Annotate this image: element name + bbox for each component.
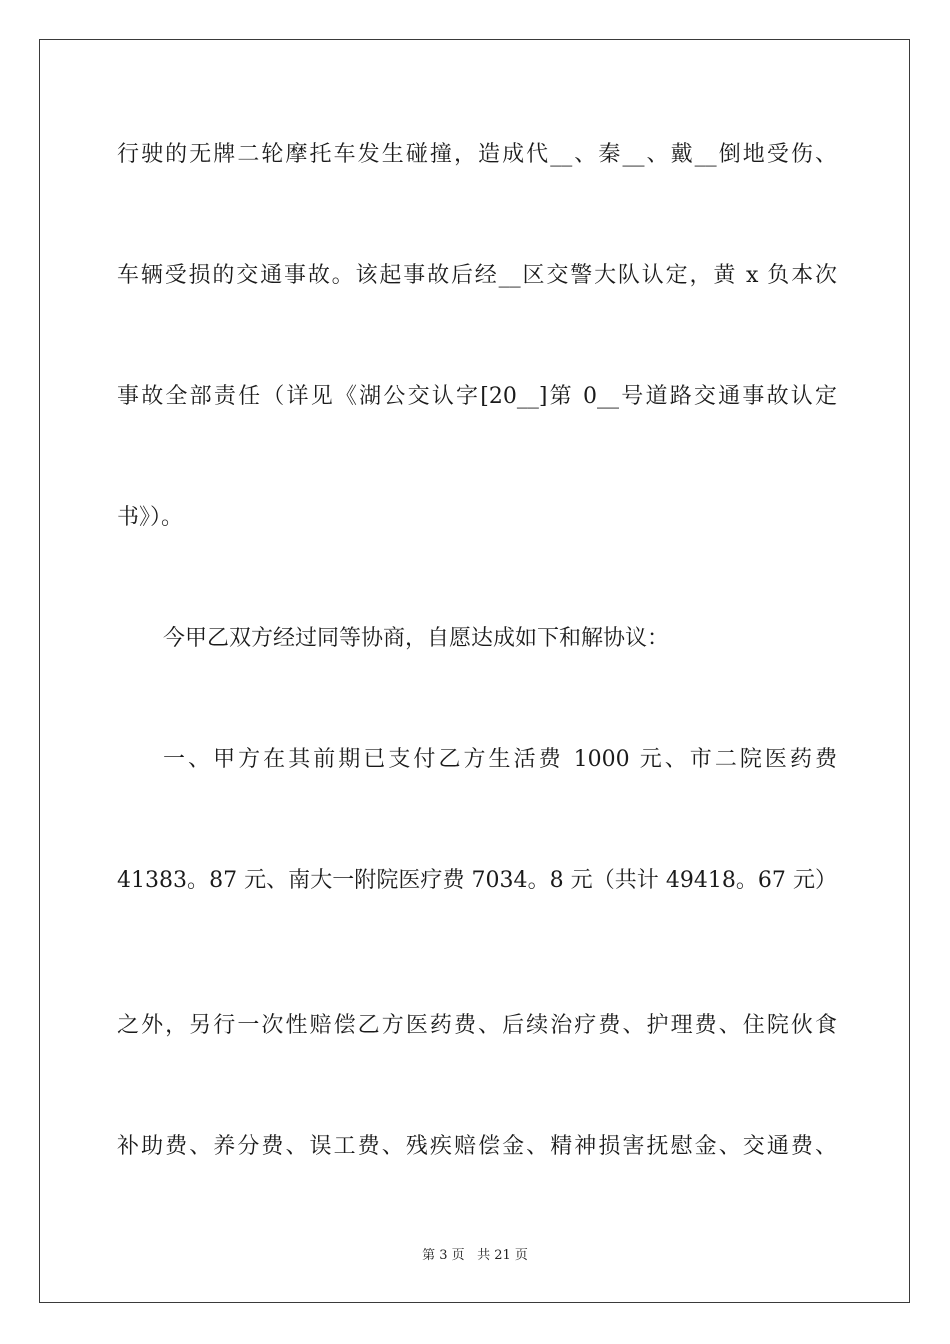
clause-one-line-3: 之外，另行一次性赔偿乙方医药费、后续治疗费、护理费、住院伙食 bbox=[117, 1013, 837, 1038]
text-line-4: 书》）。 bbox=[117, 505, 184, 530]
text-line-3: 事故全部责任（详见《湖公交认字[20__]第 0__号道路交通事故认定 bbox=[117, 384, 837, 409]
clause-one-line-1: 一、甲方在其前期已支付乙方生活费 1000 元、市二院医药费 bbox=[163, 747, 837, 772]
page-footer bbox=[0, 1248, 950, 1264]
text-line-1: 行驶的无牌二轮摩托车发生碰撞，造成代__、秦__、戴__倒地受伤、 bbox=[117, 142, 837, 167]
clause-one-line-4: 补助费、养分费、误工费、残疾赔偿金、精神损害抚慰金、交通费、 bbox=[117, 1134, 837, 1159]
paragraph-intro: 今甲乙双方经过同等协商，自愿达成如下和解协议： bbox=[163, 626, 670, 651]
clause-one-line-2: 41383。87 元、南大一附院医疗费 7034。8 元（共计 49418。67 元） bbox=[117, 868, 837, 893]
page-border bbox=[39, 39, 910, 1303]
page-total: 共 21 页 bbox=[477, 1248, 528, 1263]
text-line-2: 车辆受损的交通事故。该起事故后经__区交警大队认定，黄 x 负本次 bbox=[117, 263, 837, 288]
page-number: 第 3 页 bbox=[422, 1248, 465, 1263]
